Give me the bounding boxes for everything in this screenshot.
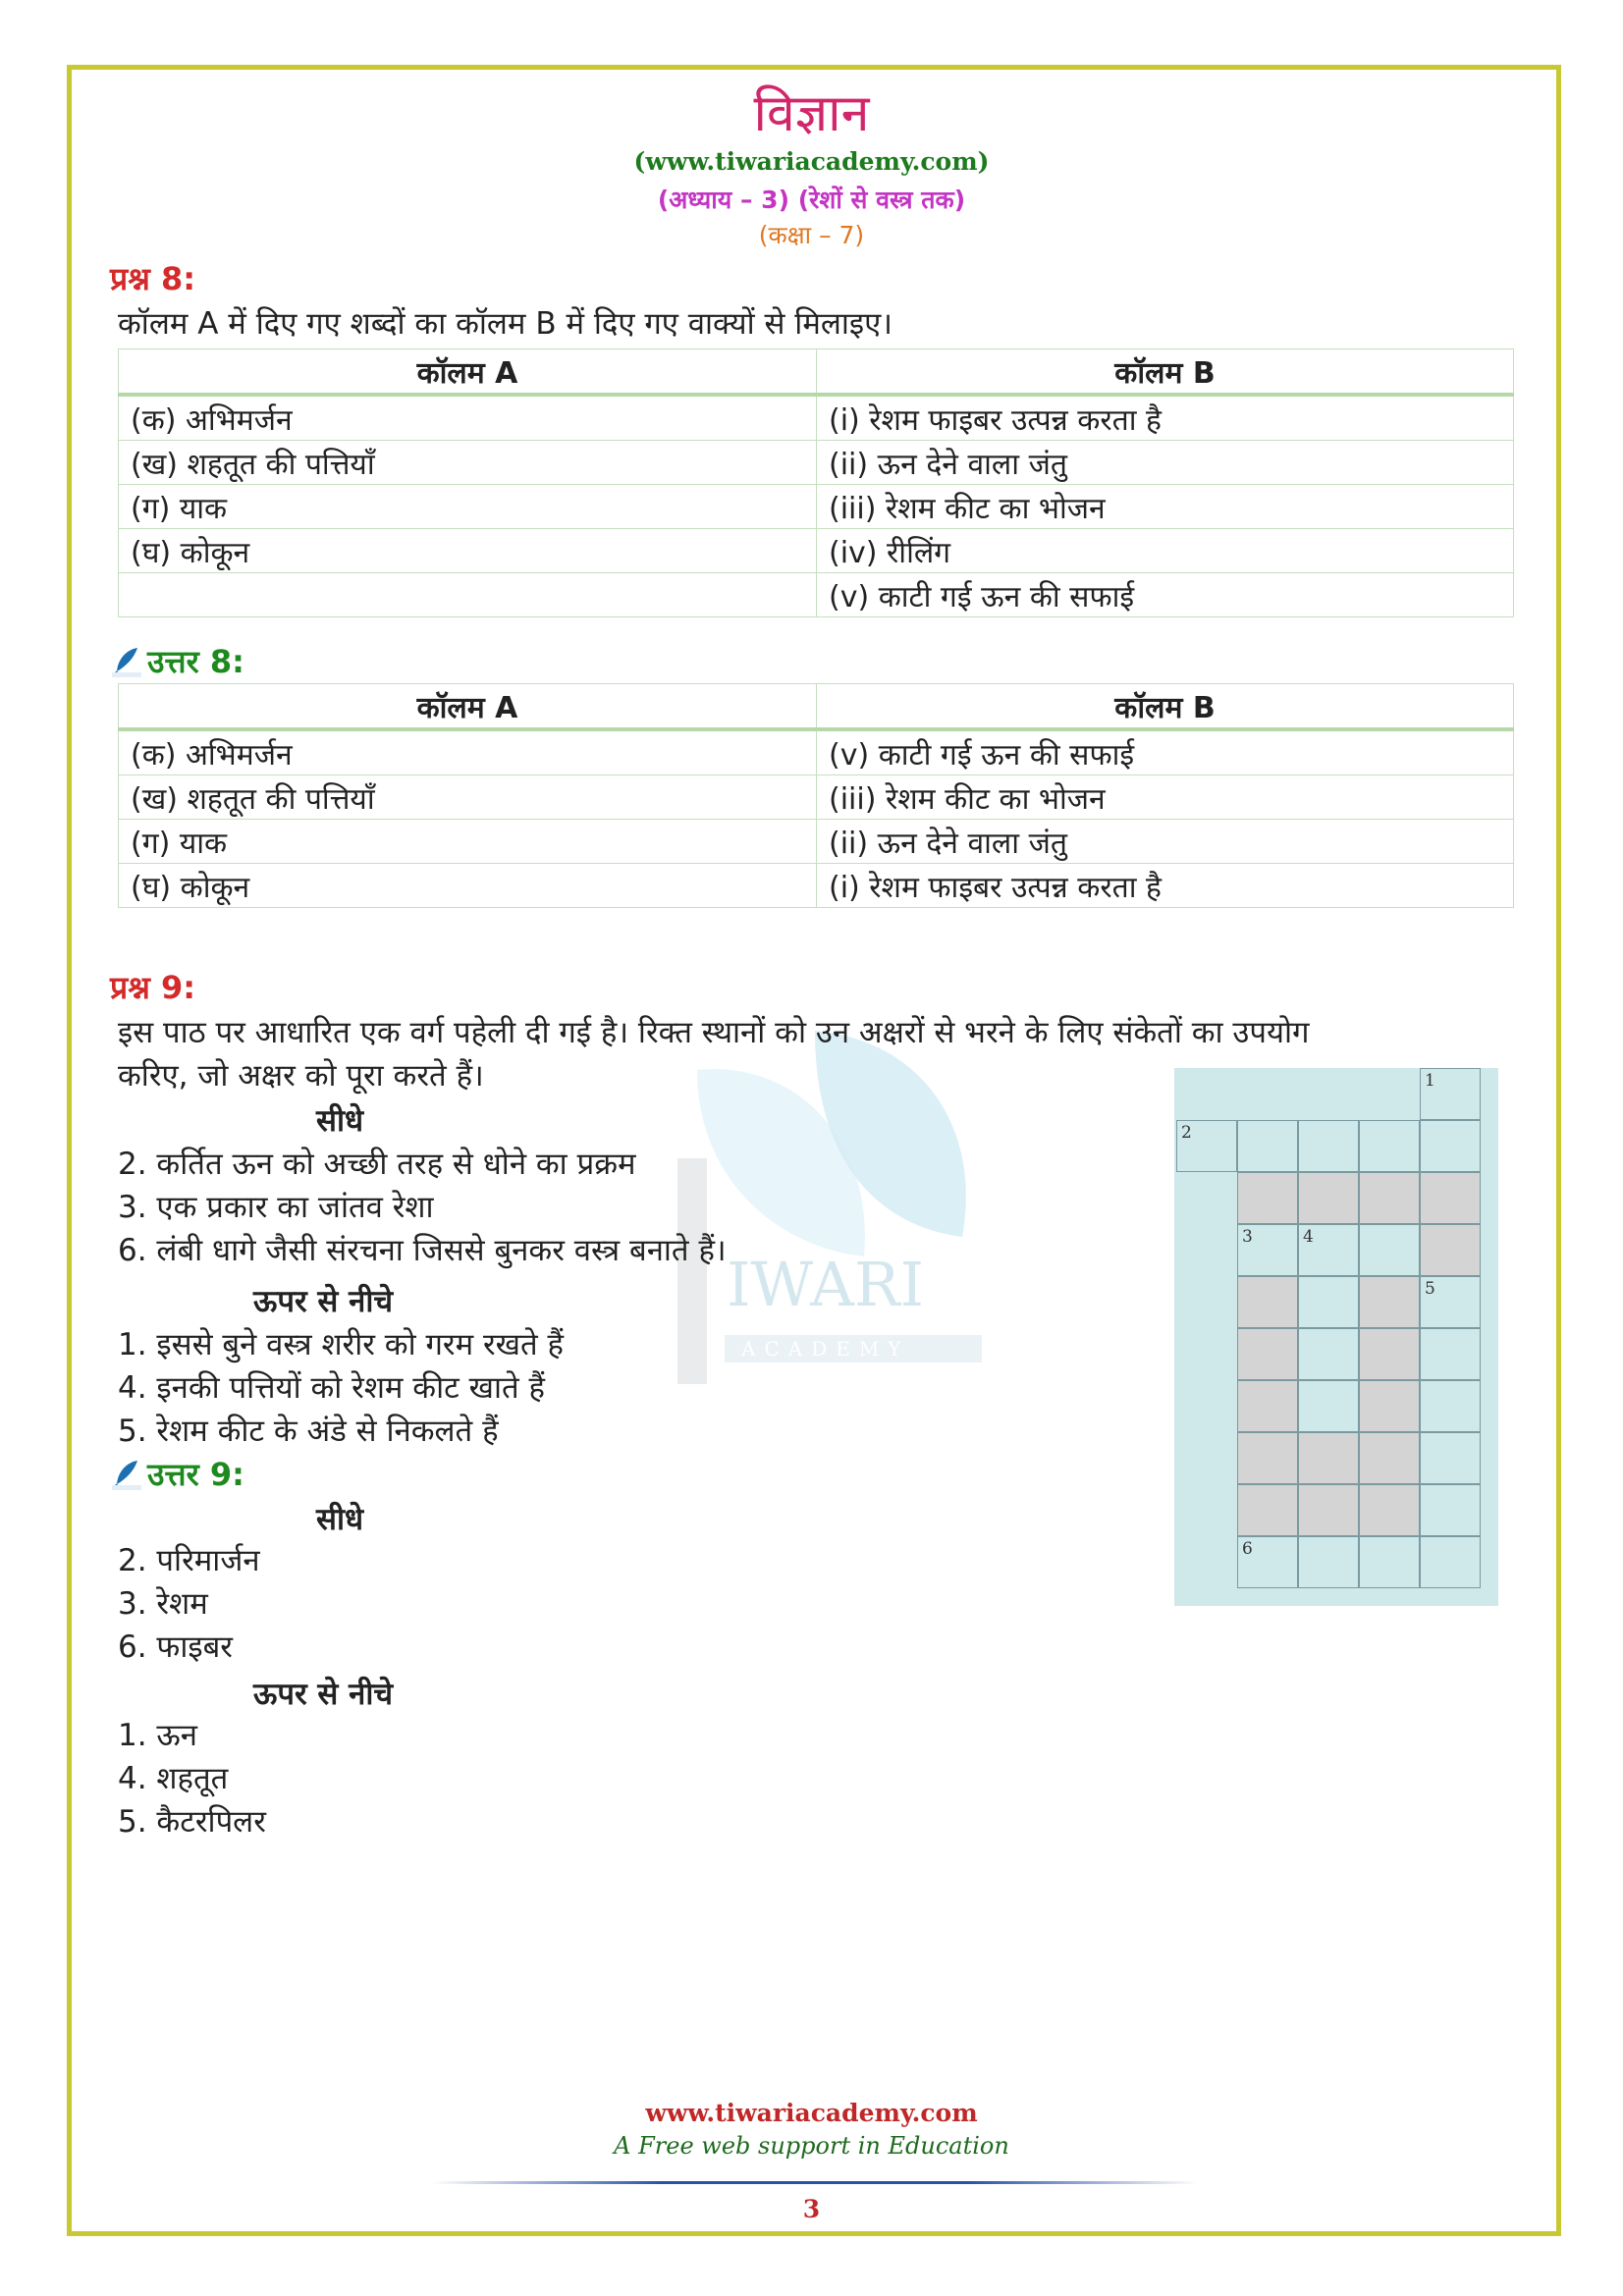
- crossword-cell: [1237, 1380, 1298, 1432]
- table-cell: (क) अभिमर्जन: [119, 729, 817, 775]
- question-8-heading: प्रश्न 8:: [110, 260, 196, 297]
- table-cell: (v) काटी गई ऊन की सफाई: [817, 729, 1514, 775]
- table-row: [119, 573, 1514, 617]
- list-item: 1. इससे बुने वस्त्र शरीर को गरम रखते हैं: [118, 1327, 564, 1362]
- crossword-cell: [1359, 1120, 1420, 1172]
- table-cell: (iv) रीलिंग: [817, 529, 1514, 573]
- table-header-row: [119, 684, 1514, 730]
- page-title: विज्ञान: [753, 84, 870, 143]
- list-item: 6. लंबी धागे जैसी संरचना जिससे बुनकर वस्त्र बनाते हैं।: [118, 1233, 727, 1268]
- crossword-cell: [1359, 1172, 1420, 1224]
- answer-8-heading: [112, 640, 244, 682]
- question-8-table: [118, 348, 1514, 617]
- crossword-cell: [1420, 1172, 1481, 1224]
- list-item: 5. कैटरपिलर: [118, 1804, 266, 1840]
- crossword-cell: [1359, 1328, 1420, 1380]
- list-item: 2. कर्तित ऊन को अच्छी तरह से धोने का प्रक्रम: [118, 1147, 636, 1182]
- down-clues: [118, 1323, 564, 1453]
- crossword-cell: 3: [1237, 1224, 1298, 1276]
- answer-8-label: उत्तर 8:: [147, 643, 244, 680]
- column-a-header: कॉलम A: [119, 349, 817, 396]
- table-cell: (घ) कोकून: [119, 529, 817, 573]
- across-heading: सीधे: [316, 1103, 364, 1139]
- table-cell: (क) अभिमर्जन: [119, 395, 817, 441]
- crossword-cell: [1420, 1120, 1481, 1172]
- table-cell: (ग) याक: [119, 820, 817, 864]
- footer-tagline: A Free web support in Education: [614, 2132, 1009, 2160]
- page-number: 3: [802, 2195, 821, 2223]
- table-header-row: [119, 349, 1514, 396]
- crossword-cell: [1359, 1536, 1420, 1588]
- crossword-cell: [1420, 1328, 1481, 1380]
- table-cell: (ii) ऊन देने वाला जंतु: [817, 441, 1514, 485]
- across-clues: [118, 1143, 727, 1272]
- crossword-cell: [1298, 1172, 1359, 1224]
- table-cell: (ii) ऊन देने वाला जंतु: [817, 820, 1514, 864]
- crossword-cell: [1298, 1276, 1359, 1328]
- table-cell: (i) रेशम फाइबर उत्पन्न करता है: [817, 864, 1514, 908]
- table-row: [119, 441, 1514, 485]
- crossword-cell: 6: [1237, 1536, 1298, 1588]
- list-item: 4. शहतूत: [118, 1761, 229, 1796]
- crossword-cell: [1298, 1536, 1359, 1588]
- crossword-cell: [1420, 1380, 1481, 1432]
- crossword-cell: [1237, 1120, 1298, 1172]
- table-row: [119, 485, 1514, 529]
- answer-down-list: [118, 1714, 266, 1843]
- table-cell: (iii) रेशम कीट का भोजन: [817, 775, 1514, 820]
- class-label: (कक्षा – 7): [758, 221, 865, 249]
- table-cell: (i) रेशम फाइबर उत्पन्न करता है: [817, 395, 1514, 441]
- table-cell: (v) काटी गई ऊन की सफाई: [817, 573, 1514, 617]
- footer-site-link[interactable]: www.tiwariacademy.com: [645, 2099, 978, 2127]
- column-a-header: कॉलम A: [119, 684, 817, 730]
- question-9-text-line1: इस पाठ पर आधारित एक वर्ग पहेली दी गई है। रिक्त स्थानों को उन अक्षरों से भरने के लिए संकेतों का उपयोग: [118, 1015, 1310, 1050]
- answer-across-list: [118, 1539, 260, 1669]
- svg-text:ACADEMY: ACADEMY: [741, 1337, 910, 1361]
- list-item: 4. इनकी पत्तियों को रेशम कीट खाते हैं: [118, 1370, 545, 1406]
- crossword-cell: [1359, 1224, 1420, 1276]
- crossword-cell: [1237, 1172, 1298, 1224]
- table-row: [119, 864, 1514, 908]
- crossword-cell: [1359, 1380, 1420, 1432]
- table-row: [119, 820, 1514, 864]
- list-item: 3. रेशम: [118, 1586, 208, 1622]
- chapter-label: (अध्याय – 3) (रेशों से वस्त्र तक): [657, 186, 966, 214]
- list-item: 1. ऊन: [118, 1718, 197, 1753]
- crossword-cell: [1237, 1276, 1298, 1328]
- crossword-cell: [1420, 1432, 1481, 1484]
- down-heading: ऊपर से नीचे: [253, 1284, 394, 1319]
- crossword-cell: 5: [1420, 1276, 1481, 1328]
- column-b-header: कॉलम B: [817, 684, 1514, 730]
- crossword-cell: [1298, 1432, 1359, 1484]
- table-cell: (iii) रेशम कीट का भोजन: [817, 485, 1514, 529]
- question-9-heading: प्रश्न 9:: [110, 969, 196, 1006]
- crossword-cell: [1237, 1432, 1298, 1484]
- answer-down-heading: ऊपर से नीचे: [253, 1677, 394, 1712]
- list-item: 3. एक प्रकार का जांतव रेशा: [118, 1190, 434, 1225]
- crossword-cell: 1: [1420, 1068, 1481, 1120]
- answer-across-heading: सीधे: [316, 1502, 364, 1537]
- footer-divider: [432, 2181, 1198, 2184]
- answer-9-heading: [112, 1453, 244, 1495]
- crossword-cell: [1237, 1484, 1298, 1536]
- list-item: 6. फाइबर: [118, 1629, 233, 1665]
- crossword-cell: 4: [1298, 1224, 1359, 1276]
- header-site-link[interactable]: (www.tiwariacademy.com): [633, 147, 990, 176]
- crossword-cell: [1298, 1120, 1359, 1172]
- table-row: [119, 729, 1514, 775]
- table-cell: (ख) शहतूत की पत्तियाँ: [119, 441, 817, 485]
- table-cell: (ग) याक: [119, 485, 817, 529]
- crossword-cell: [1420, 1224, 1481, 1276]
- crossword-cell: [1359, 1276, 1420, 1328]
- list-item: 2. परिमार्जन: [118, 1543, 260, 1578]
- crossword-cell: [1420, 1536, 1481, 1588]
- crossword-cell: 2: [1176, 1120, 1237, 1172]
- table-row: [119, 529, 1514, 573]
- crossword-cell: [1237, 1328, 1298, 1380]
- table-cell: (ख) शहतूत की पत्तियाँ: [119, 775, 817, 820]
- crossword-cell: [1420, 1484, 1481, 1536]
- crossword-cell: [1359, 1484, 1420, 1536]
- answer-9-label: उत्तर 9:: [147, 1456, 244, 1493]
- column-b-header: कॉलम B: [817, 349, 1514, 396]
- question-8-text: कॉलम A में दिए गए शब्दों का कॉलम B में दिए गए वाक्यों से मिलाइए।: [118, 306, 893, 342]
- table-cell: [119, 573, 817, 617]
- table-cell: (घ) कोकून: [119, 864, 817, 908]
- crossword-cell: [1359, 1432, 1420, 1484]
- svg-text:IWARI: IWARI: [727, 1249, 925, 1320]
- question-9-text-line2: करिए, जो अक्षर को पूरा करते हैं।: [118, 1058, 484, 1094]
- list-item: 5. रेशम कीट के अंडे से निकलते हैं: [118, 1414, 499, 1449]
- crossword-grid: [1174, 1068, 1498, 1606]
- table-row: [119, 775, 1514, 820]
- quill-pen-icon: [112, 1459, 141, 1490]
- crossword-cell: [1298, 1380, 1359, 1432]
- answer-8-table: [118, 683, 1514, 908]
- crossword-cell: [1298, 1328, 1359, 1380]
- crossword-cell: [1298, 1484, 1359, 1536]
- table-row: [119, 395, 1514, 441]
- quill-pen-icon: [112, 646, 141, 677]
